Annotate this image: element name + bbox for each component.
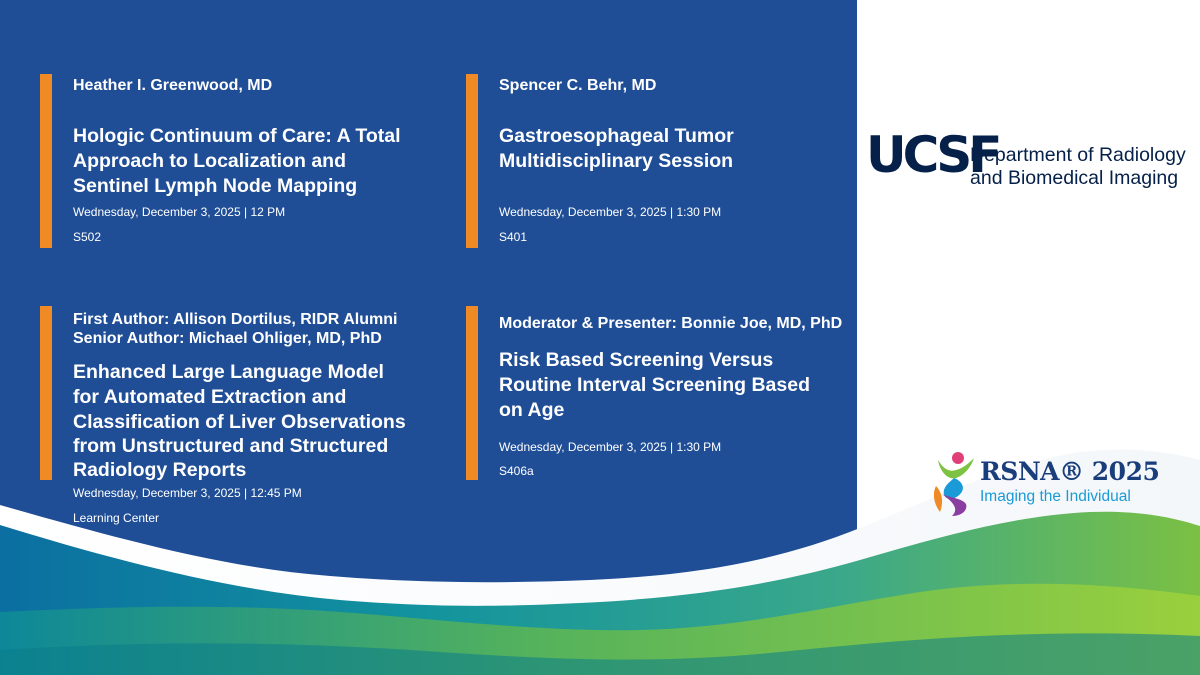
rsna-logo — [928, 448, 1160, 518]
rsna-title: RSNA® 2025 — [980, 457, 1160, 486]
rsna-tagline: Imaging the Individual — [980, 488, 1131, 505]
session-location: S401 — [499, 230, 528, 244]
session-title-line: Sentinel Lymph Node Mapping — [73, 175, 358, 197]
session-title-line: Risk Based Screening Versus — [499, 349, 774, 371]
ucsf-logo — [866, 126, 1196, 192]
department-name-line: and Biomedical Imaging — [970, 167, 1179, 189]
session-location: Learning Center — [73, 511, 160, 525]
session-title-line: Approach to Localization and — [73, 150, 347, 172]
speaker-name: Heather I. Greenwood, MD — [73, 77, 273, 94]
session-location: S406a — [499, 464, 534, 478]
session-datetime: Wednesday, December 3, 2025 | 12 PM — [73, 205, 286, 219]
session-title-line: Gastroesophageal Tumor — [499, 125, 734, 147]
session-datetime: Wednesday, December 3, 2025 | 1:30 PM — [499, 440, 722, 454]
session-title-line: Enhanced Large Language Model — [73, 361, 384, 383]
session-title-line: Multidisciplinary Session — [499, 150, 734, 172]
session-datetime: Wednesday, December 3, 2025 | 1:30 PM — [499, 205, 722, 219]
session-location: S502 — [73, 230, 102, 244]
session-title-line: Hologic Continuum of Care: A Total — [73, 125, 401, 147]
session-title-line: Classification of Liver Observations — [73, 411, 406, 433]
ucsf-wordmark: UCSF — [866, 126, 999, 184]
session-title-line: for Automated Extraction and — [73, 386, 347, 408]
session-title-line: from Unstructured and Structured — [73, 435, 389, 457]
session-title-line: Routine Interval Screening Based — [499, 374, 811, 396]
speaker-name: Moderator & Presenter: Bonnie Joe, MD, PhD — [499, 315, 843, 332]
department-name-line: Department of Radiology — [970, 144, 1186, 166]
speaker-name: Spencer C. Behr, MD — [499, 77, 657, 94]
rsna-figure-icon — [928, 448, 978, 518]
author-line: First Author: Allison Dortilus, RIDR Alumni — [73, 311, 398, 328]
session-title-line: on Age — [499, 399, 565, 421]
author-line: Senior Author: Michael Ohliger, MD, PhD — [73, 330, 382, 347]
session-title-line: Radiology Reports — [73, 459, 247, 481]
session-datetime: Wednesday, December 3, 2025 | 12:45 PM — [73, 486, 302, 500]
